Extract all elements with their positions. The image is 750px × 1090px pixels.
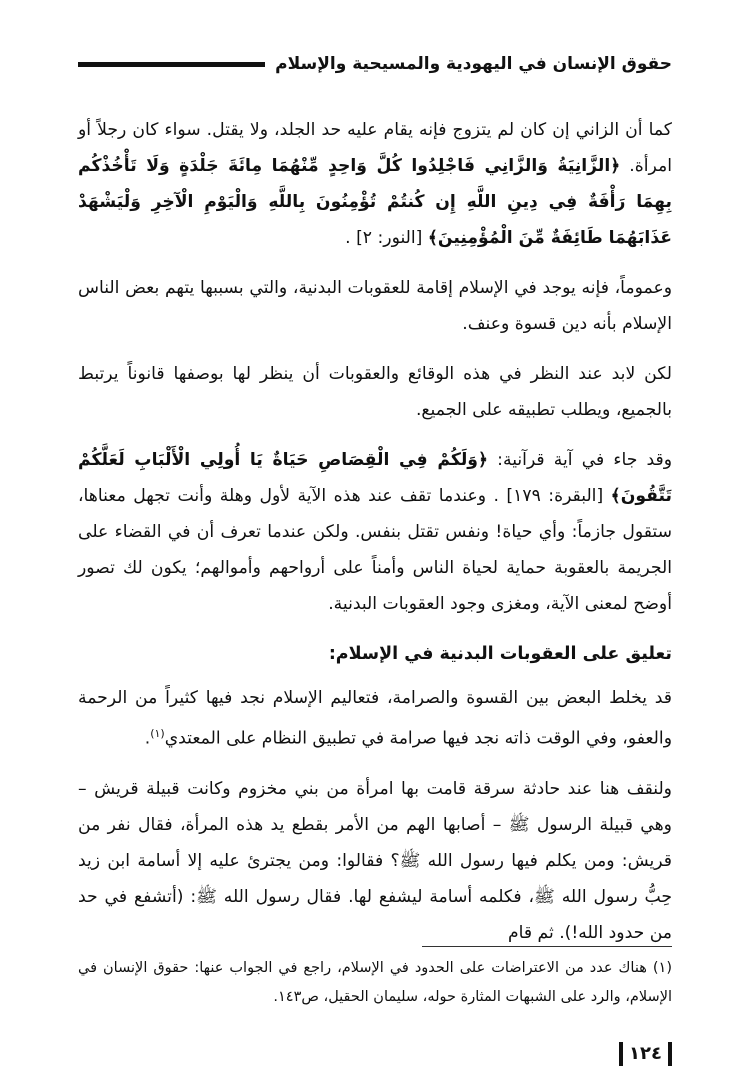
running-title: حقوق الإنسان في اليهودية والمسيحية والإسلام bbox=[275, 54, 672, 74]
paragraph-6: ولنقف هنا عند حادثة سرقة قامت بها امرأة من بني مخزوم وكانت قبيلة قريش – وهي قبيلة الرسول ﷺ – أصابها الهم من الأمر بقطع يد هذه المرأة، فقال نفر من قريش: ومن يكلم فيها رسول الله ﷺ؟ فقالوا: ومن يجترئ عليه إلا أسامة ابن زيد حِبُّ رسول الله ﷺ، فكلمه أسامة ليشفع لها. فقال رسول الله ﷺ: (أتشفع في حد من حدود الله!). ثم قام bbox=[78, 778, 672, 943]
paragraph-5 bbox=[78, 680, 672, 757]
header-rule bbox=[78, 62, 265, 67]
section-heading: تعليق على العقوبات البدنية في الإسلام: bbox=[328, 644, 672, 664]
paragraph-3: لكن لابد عند النظر في هذه الوقائع والعقوبات أن ينظر لها بوصفها قانوناً يرتبط بالجميع، ويطلب تطبيقه على الجميع. bbox=[78, 364, 672, 420]
quran-verse-nur: ﴿الزَّانِيَةُ وَالزَّانِي فَاجْلِدُوا كُلَّ وَاحِدٍ مِّنْهُمَا مِائَةَ جَلْدَةٍ وَلَا تَأْخُذْكُم بِهِمَا رَأْفَةٌ فِي دِينِ اللَّهِ إِن كُنتُمْ تُؤْمِنُونَ بِاللَّهِ وَالْيَوْمِ الْآخِرِ وَلْيَشْهَدْ عَذَابَهُمَا طَائِفَةٌ مِّنَ الْمُؤْمِنِينَ﴾ bbox=[78, 156, 672, 248]
page-header bbox=[78, 44, 672, 84]
main-text bbox=[78, 112, 672, 965]
paragraph-5-end: . bbox=[144, 728, 151, 749]
footnote-divider bbox=[422, 946, 672, 947]
verse-reference-nur: [النور: ٢] . bbox=[345, 228, 428, 248]
paragraph-4-rest: [البقرة: ١٧٩] . وعندما تقف عند هذه الآية لأول وهلة وأنت تجهل معناها، ستقول جازماً: وأي حياة! ونفس تقتل بنفس. ولكن عندما تعرف أن في القضاء على الجريمة بالعقوبة حماية لحياة الناس وأمناً على أرواحهم وأموالهم؛ يكون لك تصور أوضح لمعنى الآية، ومغزى وجود العقوبات البدنية. bbox=[78, 486, 672, 614]
paragraph-5-text: قد يخلط البعض بين القسوة والصرامة، فتعاليم الإسلام نجد فيها كثيراً من الرحمة والعفو، وفي الوقت ذاته نجد فيها صرامة في تطبيق النظام على المعتدي bbox=[78, 688, 672, 749]
paragraph-1-text: كما أن الزاني إن كان لم يتزوج فإنه يقام عليه حد الجلد، ولا يقتل. سواء كان رجلاً أو امرأة. bbox=[78, 120, 672, 176]
quran-verse-baqarah: ﴿وَلَكُمْ فِي الْقِصَاصِ حَيَاةٌ يَا أُولِي الْأَلْبَابِ لَعَلَّكُمْ تَتَّقُونَ﴾ bbox=[78, 450, 672, 506]
page-number: ١٢٤ bbox=[619, 1042, 672, 1066]
paragraph-1 bbox=[78, 112, 672, 256]
paragraph-4 bbox=[78, 442, 672, 622]
footnote-1: (١) هناك عدد من الاعتراضات على الحدود في الإسلام، راجع في الجواب عنها: حقوق الإنسان في الإسلام، والرد على الشبهات المثارة حوله، سليمان الحقيل، ص١٤٣. bbox=[78, 960, 672, 1005]
footnote-marker: (١) bbox=[150, 727, 165, 740]
paragraph-2: وعموماً، فإنه يوجد في الإسلام إقامة للعقوبات البدنية، والتي بسببها يتهم بعض الناس الإسلام بأنه دين قسوة وعنف. bbox=[78, 278, 672, 334]
footnotes bbox=[78, 954, 672, 1012]
paragraph-4-intro: وقد جاء في آية قرآنية: bbox=[488, 450, 672, 470]
